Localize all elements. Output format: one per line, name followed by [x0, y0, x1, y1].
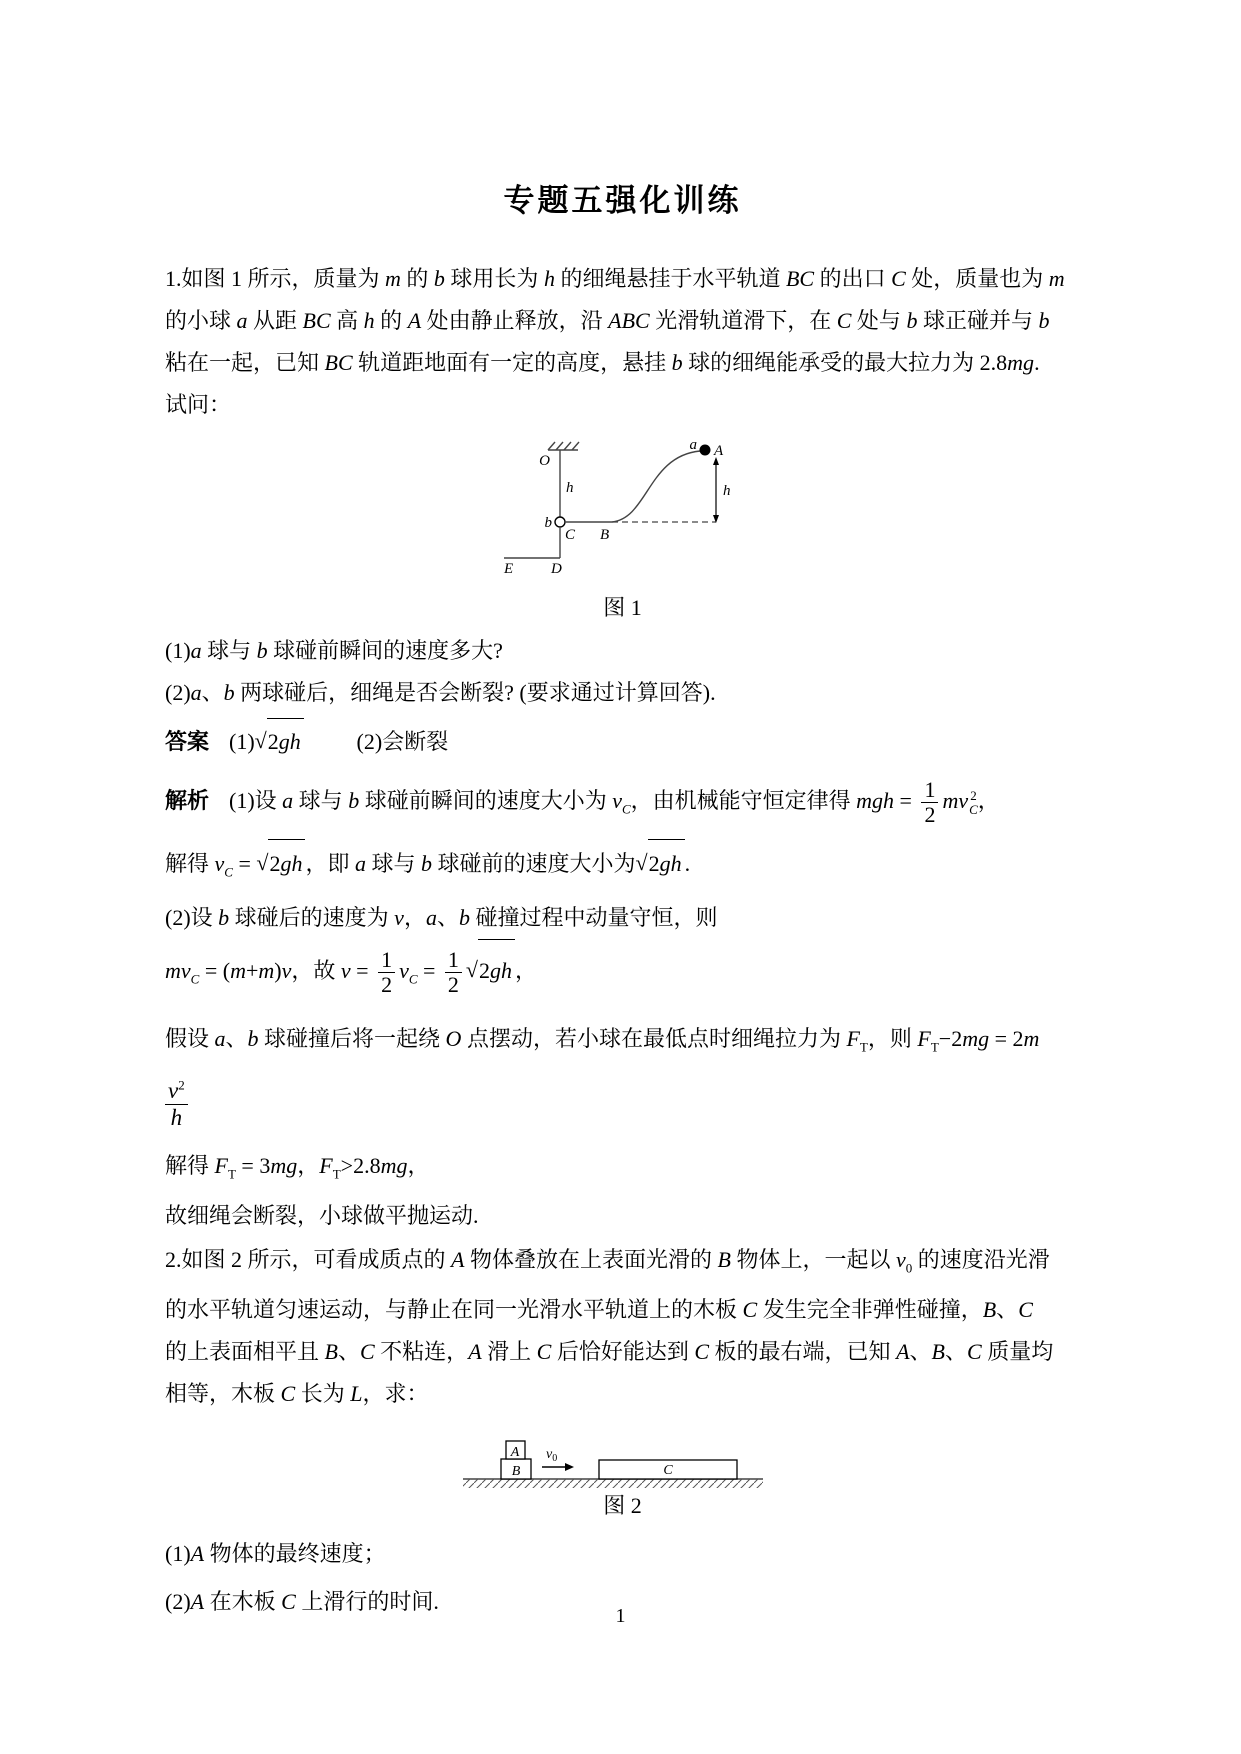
- figure2-diagram: [458, 1427, 788, 1489]
- problem1-analysis-equation: $mv_C = (m+m)v$，故 v = $\frac{1}{2}$ $v_C$ = $\frac{1}{2}$ √2gh ，: [165, 939, 1080, 1010]
- analysis-label: 解析: [165, 788, 210, 813]
- problem2-intro-line: 相等，木板 C 长为 L，求：: [165, 1381, 429, 1407]
- figure1-label-b: b: [544, 515, 552, 531]
- problem1-analysis-fraction: $\frac{v^2}{h}$: [165, 1073, 1080, 1137]
- problem1-intro-line: 1.如图 1 所示，质量为 m 的 b 球用长为 h 的细绳悬挂于水平轨道 BC 的出口 C 处，质量也为 m: [165, 266, 1065, 291]
- answer-content: (1)√2gh (2)会断裂: [229, 729, 448, 754]
- problem1-analysis-row1: [165, 771, 1080, 839]
- figure1-label-C: C: [564, 527, 575, 543]
- problem1-analysis-line: (2)设 b 球碰后的速度为 v，a、b 碰撞过程中动量守恒，则: [165, 904, 718, 930]
- figure1-ball-b: [555, 517, 565, 527]
- figure2-caption: 图 2: [603, 1493, 642, 1519]
- problem1-analysis-line: 解得 $F_T = 3mg$，$F_T>2.8mg$，: [165, 1152, 430, 1181]
- figure1-label-h-rope: h: [565, 480, 573, 496]
- problem1-intro-line: 的小球 a 从距 BC 高 h 的 A 处由静止释放，沿 ABC 光滑轨道滑下，在 C 处与 b 球正碰并与 b: [165, 308, 1050, 333]
- figure1-ceiling-hatch: [548, 442, 579, 450]
- figure1-label-O: O: [538, 453, 550, 469]
- problem1-question2: (2)a、b 两球碰后，细绳是否会断裂? (要求通过计算回答).: [165, 680, 716, 705]
- problem1-analysis-line: 解得 $v_C = √2gh$ ，即 a 球与 b 球碰前的速度大小为√2gh .: [165, 839, 1080, 896]
- analysis-line: (1)设 a 球与 b 球碰前瞬间的速度大小为 $v_C$，由机械能守恒定律得 mgh = $\frac{1}{2}$ mv 2 C ，: [229, 776, 1000, 828]
- document-content: [165, 0, 1080, 1623]
- problem1-analysis-line: 故细绳会断裂，小球做平抛运动.: [165, 1202, 479, 1228]
- problem1-question1: (1)a 球与 b 球碰前瞬间的速度多大?: [165, 638, 503, 663]
- figure2-label-A: A: [510, 1445, 519, 1461]
- figure1-label-A: A: [713, 443, 723, 459]
- figure1-label-a: a: [689, 440, 697, 453]
- problem1-intro-line: 粘在一起，已知 BC 轨道距地面有一定的高度，悬挂 b 球的细绳能承受的最大拉力为 2.8mg.: [165, 350, 1040, 375]
- problem2-question2: (2)A 在木板 C 上滑行的时间.: [165, 1589, 439, 1615]
- figure2-label-C: C: [662, 1463, 673, 1479]
- figure1-label-h-drop: h: [722, 483, 730, 499]
- figure1-caption: 图 1: [603, 595, 642, 620]
- figure2-label-B: B: [511, 1464, 520, 1480]
- figure2-velocity-arrow: [542, 1463, 574, 1471]
- problem1-analysis-line: 假设 a、b 球碰撞后将一起绕 O 点摆动，若小球在最低点时细绳拉力为 $F_T$，则 $F_T-2mg = 2m$: [165, 1026, 1040, 1055]
- problem2-intro-line: 2.如图 2 所示，可看成质点的 A 物体叠放在上表面光滑的 B 物体上，一起以 $v_0$ 的速度沿光滑: [165, 1246, 1050, 1276]
- figure1-height-arrow: [713, 457, 719, 523]
- problem1-answer-row: [165, 718, 1080, 765]
- figure1-label-D: D: [550, 561, 562, 577]
- problem2-question1: (1)A 物体的最终速度；: [165, 1541, 386, 1567]
- figure2-label-v0: $v_0$: [545, 1447, 557, 1465]
- answer-label: 答案: [165, 729, 210, 754]
- page-number: 1: [615, 1605, 626, 1627]
- figure1-ball-a: [699, 445, 710, 456]
- figure1-diagram: [488, 440, 758, 590]
- figure1-label-E: E: [503, 561, 513, 577]
- figure1-label-B: B: [599, 527, 609, 543]
- problem1-intro-line: 试问：: [165, 392, 232, 417]
- figure2-ground-hatch: [463, 1479, 763, 1488]
- page-title: 专题五强化训练: [503, 183, 742, 218]
- problem2-intro-line: 的上表面相平且 B、C 不粘连，A 滑上 C 后恰好能达到 C 板的最右端，已知 A、B、C 质量均: [165, 1339, 1054, 1365]
- problem2-intro-line: 的水平轨道匀速运动，与静止在同一光滑水平轨道上的木板 C 发生完全非弹性碰撞，B、C: [165, 1297, 1033, 1323]
